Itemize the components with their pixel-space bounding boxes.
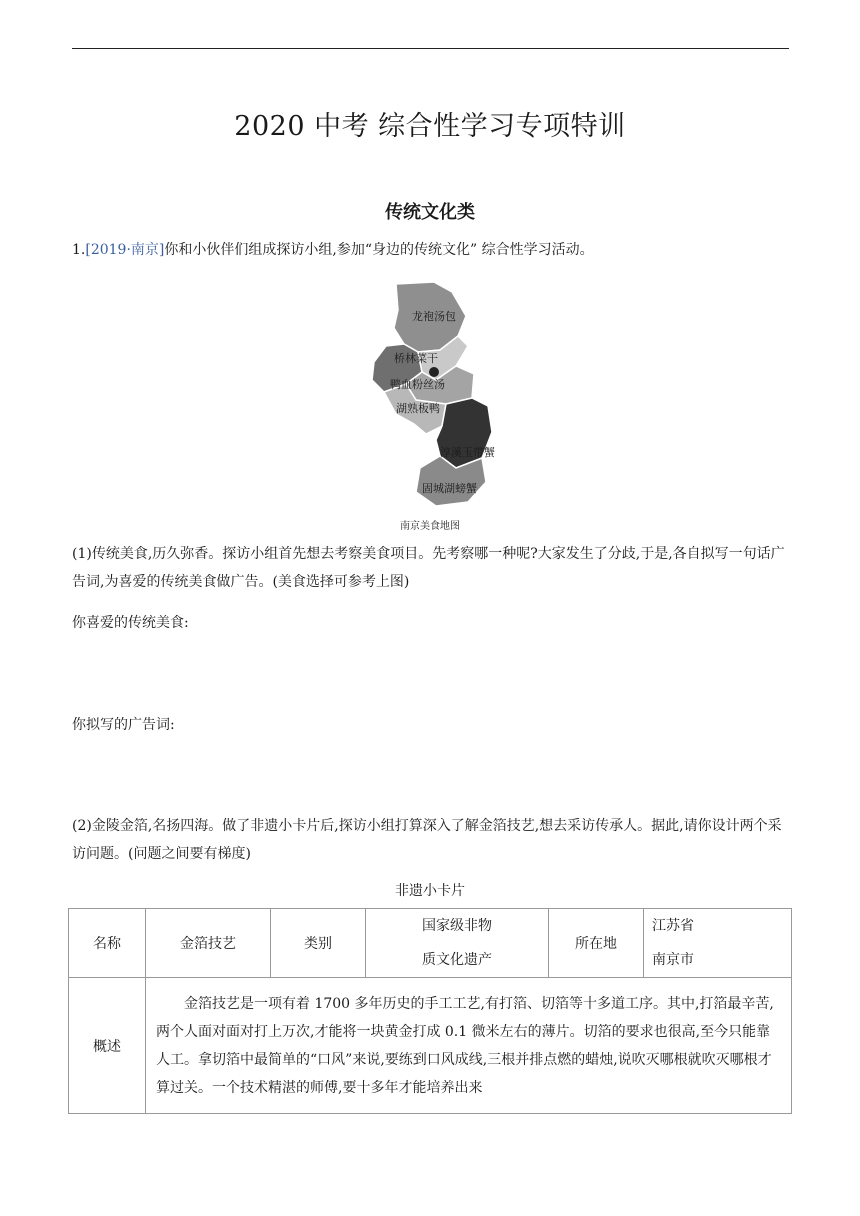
section-title: 传统文化类 bbox=[385, 202, 475, 223]
card-title: 非遗小卡片 bbox=[395, 883, 465, 899]
card-category-line: 国家级非物 bbox=[422, 918, 492, 934]
question-number: 1. bbox=[72, 242, 86, 258]
question-text: 你和小伙伴们组成探访小组,参加“身边的传统文化” 综合性学习活动。 bbox=[164, 242, 594, 258]
answer-label-ad: 你拟写的广告词: bbox=[72, 717, 175, 733]
card-category-line: 质文化遗产 bbox=[422, 952, 492, 968]
card-name-value: 金箔技艺 bbox=[146, 909, 271, 978]
map-label: 鸭血粉丝汤 bbox=[390, 378, 445, 391]
part-2-prompt: (2)金陵金箔,名扬四海。做了非遗小卡片后,探访小组打算深入了解金箔技艺,想去采访传承人。据此,请你设计两个采访问题。(问题之间要有梯度) bbox=[72, 818, 782, 862]
header-rule bbox=[72, 48, 789, 49]
question-1-intro bbox=[72, 240, 594, 260]
answer-label-food: 你喜爱的传统美食: bbox=[72, 615, 189, 631]
map-label: 固城湖螃蟹 bbox=[422, 482, 477, 495]
card-category-value bbox=[366, 909, 549, 978]
card-location-value bbox=[644, 909, 792, 978]
nanjing-food-map bbox=[356, 280, 504, 508]
card-location-line: 江苏省 bbox=[652, 918, 694, 934]
map-label: 龙袍汤包 bbox=[412, 310, 456, 323]
map-label: 淳溪玉带蟹 bbox=[440, 446, 495, 459]
map-city-dot bbox=[429, 367, 439, 377]
card-overview-cell bbox=[146, 978, 792, 1114]
card-name-label: 名称 bbox=[69, 909, 146, 978]
map-label: 湖熟板鸭 bbox=[396, 402, 440, 415]
map-region-gaochun bbox=[416, 456, 486, 506]
part-1-prompt: (1)传统美食,历久弥香。探访小组首先想去考察美食项目。先考察哪一种呢?大家发生了分歧,于是,各自拟写一句话广告词,为喜爱的传统美食做广告。(美食选择可参考上图) bbox=[72, 546, 785, 590]
card-category-label: 类别 bbox=[271, 909, 366, 978]
map-caption: 南京美食地图 bbox=[400, 521, 460, 532]
map-label: 桥林菜干 bbox=[394, 352, 438, 365]
heritage-card-table bbox=[68, 908, 792, 1114]
page-title: 2020 中考 综合性学习专项特训 bbox=[234, 111, 626, 142]
card-location-label: 所在地 bbox=[549, 909, 644, 978]
question-source: [2019·南京] bbox=[85, 242, 165, 258]
card-overview-text: 金箔技艺是一项有着 1700 多年历史的手工工艺,有打箔、切箔等十多道工序。其中,打箔最辛苦,两个人面对面对打上万次,才能将一块黄金打成 0.1 微米左右的薄片。切箔的要求也很高,至今只能靠人工。拿切箔中最简单的“口风”来说,要练到口风成线,三根并排点燃的蜡烛,说吹灭哪根就吹灭哪根才算过关。一个技术精湛的师傅,要十多年才能培养出来 bbox=[156, 995, 774, 1096]
card-overview-label: 概述 bbox=[69, 978, 146, 1114]
card-location-line: 南京市 bbox=[652, 952, 694, 968]
